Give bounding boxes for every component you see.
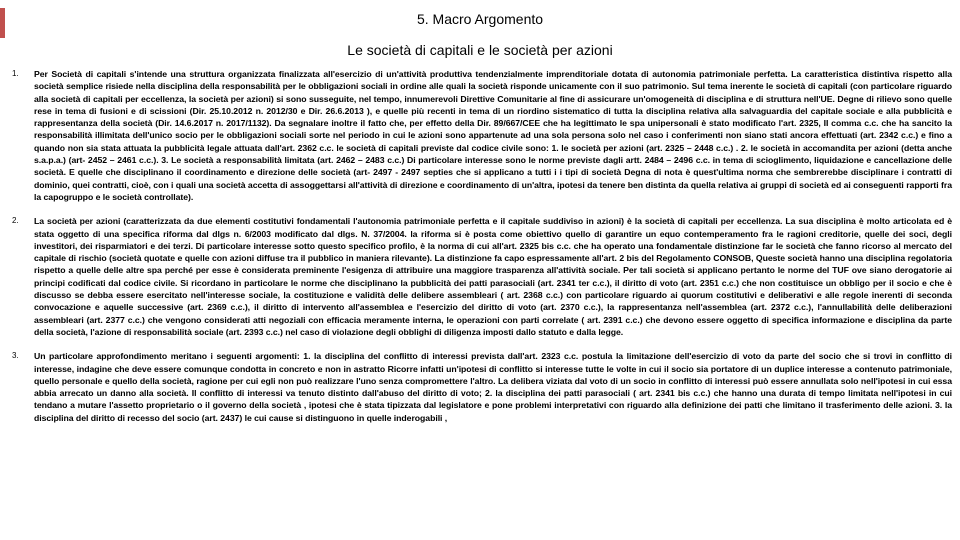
list-item bbox=[12, 68, 952, 203]
page-title: 5. Macro Argomento bbox=[416, 11, 544, 27]
list-item-number: 3. bbox=[12, 351, 19, 361]
list-item-text: La società per azioni (caratterizzata da due elementi costitutivi fondamentali l'autonomia patrimoniale perfetta e il capitale suddiviso in azioni) è la società di capitali per eccellenza. La sua disciplina è molto articolata ed è stata oggetto di una specifica riforma dal dlgs n. 6/2003 modificato dal dlgs. N. 37/2004. la riforma si è posta come obiettivo quello di garantire un equo contemperamento fra le ragioni creditorie, quelle dei soci, degli investitori, dei risparmiatori e dei terzi. Di particolare interesse sotto questo specifico profilo, è la norma di cui all'art. 2325 bis c.c. che ha operato una fondamentale distinzione far le società che fanno ricorso al mercato del capitale di rischio (società quotate e quelle con azioni diffuse tra il pubblico in maniera rilevante). La distinzione fa capo espressamente all'art. 2 bis del Regolamento CONSOB, Queste società hanno una disciplina regolatoria rispetto a quelle delle altre spa perché per esse è considerata preminente l'esigenza di attribuire una maggiore trasparenza all'attività sociale. Per tali società si applicano pertanto le norme del TUF ove siano derogatorie ai principi codificati dal codice civile. Si ricordano in particolare le norme che disciplinano la pubblicità dei patti parasociali (art. 2341 ter c.c.), il diritto di voto (art. 2351 c.c.) che non costituisce un obbligo per il socio e che è discusso se debba essere esercitato nell'interesse sociale, la costituzione e validità delle delibere assembleari ( art. 2368 c.c.) con particolare riguardo ai quorum costitutivi e deliberativi e alle regole inerenti di seconda convocazione e aquelle successive (art. 2369 c.c.), il diritto di intervento all'assemblea e l'esercizio del diritto di voto (art. 2370 c.c.), la rappresentanza nell'assemblea (art. 2372 c.c.), l'annullabilità delle deliberazioni assembleari (art. 2377 c.c.) che vengono considerati atti negoziali con efficacia meramente interna, le operazioni con parti correlate ( art. 2391 c.c.) che devono essere oggetto di specifica informazione e disciplina da parte della società, l'azione di responsabilità sociale (art. 2393 c.c.) nel caso di violazione degli obblighi di diligenza imposti dallo statuto e dalla legge. bbox=[34, 216, 952, 337]
list-item-number: 1. bbox=[12, 69, 19, 78]
page-subtitle: Le società di capitali e le società per azioni bbox=[347, 42, 613, 58]
list-item bbox=[12, 215, 952, 338]
list-item-text: Per Società di capitali s'intende una struttura organizzata finalizzata all'esercizio di un'attività produttiva tendenzialmente imprenditoriale dotata di autonomia patrimoniale perfetta. La caratteristica distintiva rispetto alla società semplice risiede nella disciplina della responsabilità per le obbligazioni sociali in ordine alle quali la società risponde unicamente con il suo patrimonio. Sul tema inerente le società di capitali (con particolare riguardo alla società di capitali per eccellenza, la società per azioni) si sono susseguite, nel tempo, innumerevoli Direttive Comunitarie al fine di assicurare un'omogeneità di disciplina e di struttura nell'UE. Degne di rilievo sono quelle rese in tema di fusioni e di scissioni (Dir. 25.10.2012 n. 2012/30 e Dir. 26.6.2013 ), e quelle più recenti in tema di un riordino sistematico di tutta la disciplina relativa alla salvaguardia del capitale sociale e alla pubblicità e rappresentanza della società (Dir. 14.6.2017 n. 2017/1132). Da segnalare inoltre il fatto che, per effetto della Dir. 89/667/CEE che ha legittimato le spa unipersonali è stato modificato l'art. 2325, II comma c.c. che ha sancito la responsabilità illimitata dell'unico socio per le obbligazioni sociali sorte nel periodo in cui le azioni sono appartenute ad una sola persona solo nel caso i conferimenti non siano stati ancora effettuati (art. 2342 c.c.) e fino a quando non sia stata attuata la pubblicità legale attuata dall'art. 2362 c.c. le società di capitali previste dal codice civile sono: 1. le società per azioni (art. 2325 – 2448 c.c.) . 2. le società in accomandita per azioni (detta anche s.a.p.a.) (art- 2452 – 2461 c.c.). 3. Le società a responsabilità limitata (art. 2462 – 2483 c.c.) Di particolare interesse sono le norme previste dagli artt. 2484 – 2496 c.c. in tema di scioglimento, liquidazione e cancellazione delle società. E quelle che disciplinano il coordinamento e direzione delle società (art- 2497 - 2497 septies che si applicano a tutti i i tipi di società Degna di nota è quest'ultima norma che sembrerebbe disciplinare i contratti di dominio, quei contratti, cioè, con i quali una società accetta di assoggettarsi all'attività di direzione e coordinamento di un'altra, ipotesi da tenere ben distinta da quella relativa ai gruppi di società ed ai conseguenti rapporti fra la capogruppo e le società controllate). bbox=[34, 69, 952, 202]
list-item-number: 2. bbox=[12, 216, 19, 226]
list-item-text: Un particolare approfondimento meritano i seguenti argomenti: 1. la disciplina del conflitto di interessi prevista dall'art. 2323 c.c. postula la limitazione dell'esercizio di voto da parte del socio che si trovi in conflitto di interesse, indagine che deve essere comunque condotta in concreto e non in astratto Ricorre infatti un'ipotesi di conflitto si interesse tutte le volte in cui il socio sia portatore di un duplice interesse a contenuto patrimoniale, quello personale e quello della società, ragione per cui egli non può realizzare l'uno senza compromettere l'altro. La delibera viziata dal voto di un socio in conflitto di interessi può essere annullata solo nell'ipotesi in cui essa abbia arrecato un danno alla società. Il conflitto di interessi va tenuto distinto dall'abuso del diritto di voto; 2. la disciplina dei patti parasociali ( art. 2341 bis c.c.) che hanno una durata di tempo limitata nell'ipotesi in cui tendano a mutare l'assetto proprietario o il governo della società , ipotesi che è stata tipizzata dal legislatore e pone problemi interpretativi con riguardo alla definizione dei patti che limitano il trasferimento delle azioni. 3. la disciplina del diritto di recesso del socio (art. 2437) le cui cause si distinguono in quelle inderogabili , bbox=[34, 351, 952, 423]
list-item bbox=[12, 350, 952, 424]
numbered-list bbox=[12, 68, 952, 436]
